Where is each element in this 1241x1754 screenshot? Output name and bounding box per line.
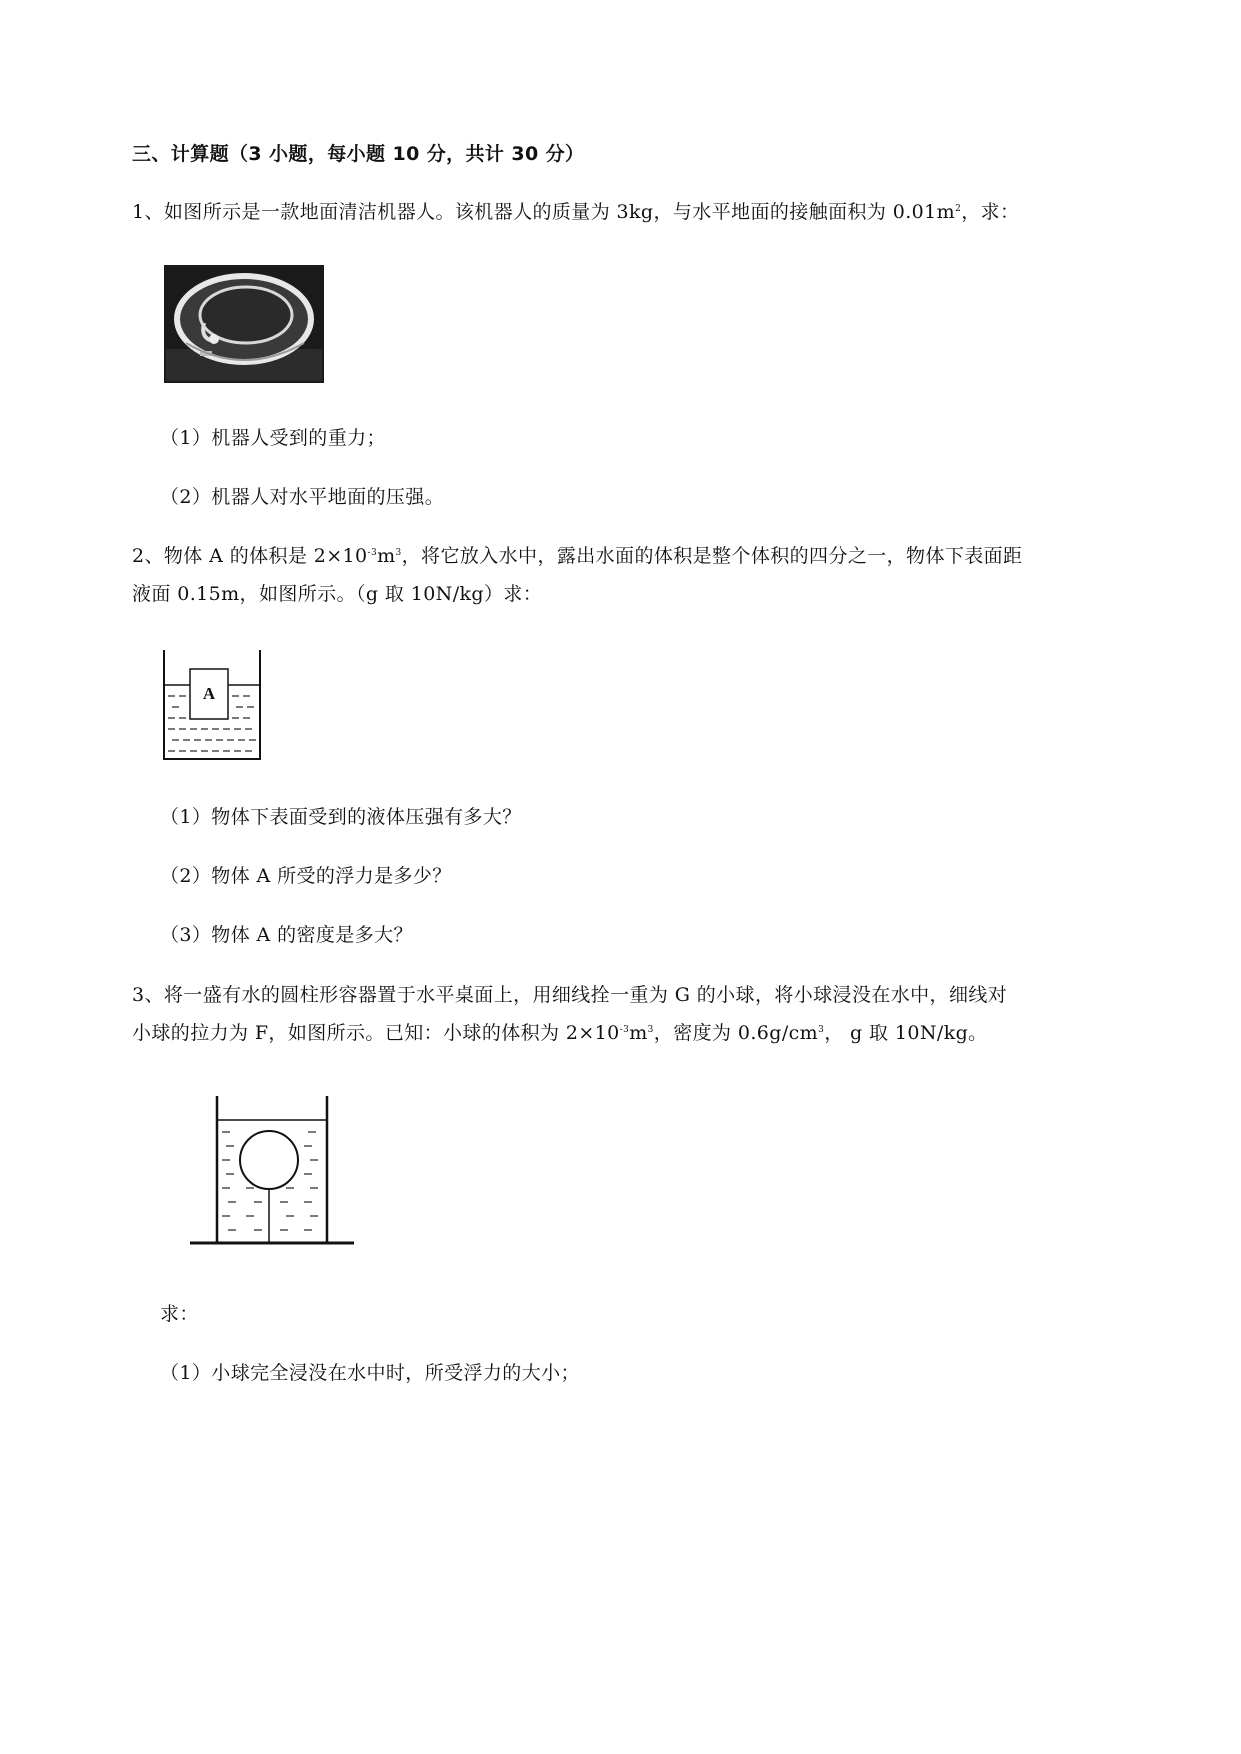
superscript: 3 bbox=[818, 1025, 825, 1035]
question-3-unit: m bbox=[629, 1022, 648, 1044]
superscript: -3 bbox=[619, 1025, 630, 1035]
question-2-stem-line-1 bbox=[132, 544, 1022, 568]
superscript: 3 bbox=[395, 548, 402, 558]
superscript: 3 bbox=[647, 1025, 654, 1035]
question-2-sub-3: （3）物体 A 的密度是多大？ bbox=[160, 924, 413, 946]
floating-block-figure bbox=[158, 645, 266, 763]
question-1-sub-1: （1）机器人受到的重力； bbox=[160, 427, 386, 449]
superscript: -3 bbox=[367, 548, 378, 558]
section-heading: 三、计算题（3 小题，每小题 10 分，共计 30 分） bbox=[132, 143, 585, 165]
question-3-text-end: ， g 取 10N/kg。 bbox=[824, 1022, 988, 1044]
question-2-sub-1: （1）物体下表面受到的液体压强有多大？ bbox=[160, 806, 522, 828]
question-3-stem-line-2 bbox=[132, 1021, 988, 1045]
question-3-stem-line-1: 3、将一盛有水的圆柱形容器置于水平桌面上，用细线拴一重为 G 的小球，将小球浸没在水中，细线对 bbox=[132, 984, 1008, 1006]
question-3-sub-1: （1）小球完全浸没在水中时，所受浮力的大小； bbox=[160, 1362, 580, 1384]
question-1-stem bbox=[132, 200, 1019, 224]
question-1-sub-2: （2）机器人对水平地面的压强。 bbox=[160, 486, 445, 508]
question-2-stem-line-2: 液面 0.15m，如图所示。（g 取 10N/kg）求： bbox=[132, 583, 543, 605]
question-1-text-end: ，求： bbox=[961, 201, 1020, 223]
question-2-sub-2: （2）物体 A 所受的浮力是多少？ bbox=[160, 865, 452, 887]
question-2-text-end: ，将它放入水中，露出水面的体积是整个体积的四分之一，物体下表面距 bbox=[401, 545, 1023, 567]
question-3-text: 小球的拉力为 F，如图所示。已知：小球的体积为 2×10 bbox=[132, 1022, 620, 1044]
question-3-ask: 求： bbox=[160, 1303, 199, 1325]
robot-cleaner-photo bbox=[164, 265, 324, 383]
superscript: 2 bbox=[955, 204, 962, 214]
question-2-text: 2、物体 A 的体积是 2×10 bbox=[132, 545, 368, 567]
question-1-text: 1、如图所示是一款地面清洁机器人。该机器人的质量为 3kg，与水平地面的接触面积为 0.01m bbox=[132, 201, 956, 223]
submerged-ball-figure bbox=[188, 1094, 356, 1246]
question-2-unit: m bbox=[377, 545, 396, 567]
block-label: A bbox=[202, 684, 216, 703]
question-3-density: ，密度为 0.6g/cm bbox=[653, 1022, 819, 1044]
